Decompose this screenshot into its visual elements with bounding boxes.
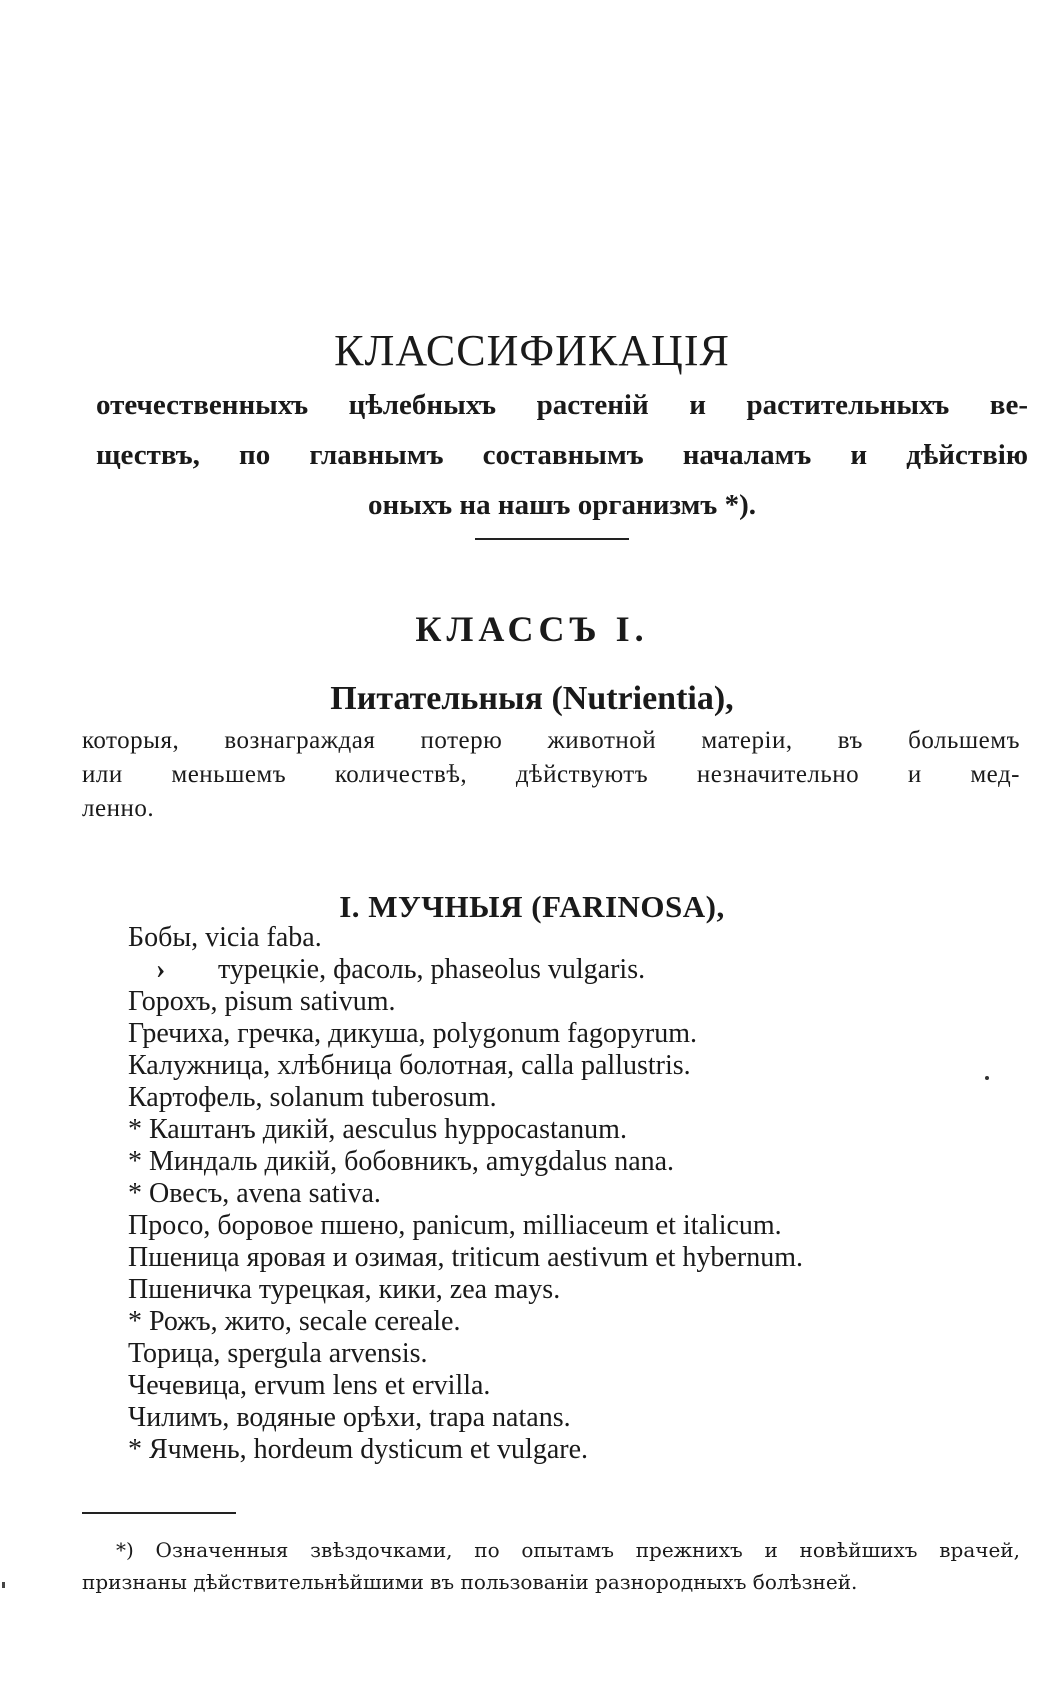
plant-entry-text: * Ячмень, hordeum dysticum et vulgare. bbox=[128, 1434, 589, 1465]
plant-entry bbox=[128, 1050, 1008, 1082]
plant-entry-text: * Каштанъ дикій, aesculus hyppocastanum. bbox=[128, 1114, 627, 1145]
plant-entry-text: Бобы, vicia faba. bbox=[128, 922, 322, 953]
plant-entry bbox=[128, 1306, 1008, 1338]
description-line: которыя, вознаграждая потерю животной матеріи, въ большемъ bbox=[82, 727, 1020, 754]
plant-entry-text: турецкіе, фасоль, phaseolus vulgaris. bbox=[218, 954, 646, 985]
plant-entry bbox=[128, 1370, 1008, 1402]
plant-entry bbox=[128, 1018, 1008, 1050]
class-subheading: Питательныя (Nutrientia), bbox=[330, 680, 734, 717]
plant-entry bbox=[128, 954, 1008, 986]
plant-list bbox=[128, 922, 1008, 1466]
plant-entry bbox=[128, 1402, 1008, 1434]
class-heading: КЛАССЪ I. bbox=[415, 608, 649, 649]
class-description bbox=[82, 724, 1020, 826]
plant-entry bbox=[128, 1274, 1008, 1306]
subtitle-line: ществъ, по главнымъ составнымъ началамъ и дѣйствію bbox=[96, 439, 1028, 471]
plant-entry-text: Гречиха, гречка, дикуша, polygonum fagopyrum. bbox=[128, 1018, 698, 1049]
description-line: ленно. bbox=[82, 795, 155, 822]
plant-entry bbox=[128, 922, 1008, 954]
plant-entry-text: Калужница, хлѣбница болотная, calla pallustris. bbox=[128, 1050, 691, 1081]
plant-entry bbox=[128, 1242, 1008, 1274]
plant-entry bbox=[128, 1338, 1008, 1370]
plant-entry-text: Пшеница яровая и озимая, triticum aestivum et hybernum. bbox=[128, 1242, 803, 1273]
page-subtitle bbox=[96, 380, 1028, 530]
section-divider bbox=[475, 538, 629, 540]
subtitle-line: отечественныхъ цѣлебныхъ растеній и растительныхъ ве- bbox=[96, 389, 1028, 421]
print-speck bbox=[985, 1076, 989, 1080]
footnote bbox=[82, 1534, 1020, 1598]
plant-entry bbox=[128, 1114, 1008, 1146]
ditto-mark: › bbox=[156, 954, 166, 985]
plant-entry-text: * Овесъ, avena sativa. bbox=[128, 1178, 381, 1209]
plant-entry-text: Просо, боровое пшено, panicum, milliaceum et italicum. bbox=[128, 1210, 782, 1241]
plant-entry-text: Пшеничка турецкая, кики, zea mays. bbox=[128, 1274, 561, 1305]
plant-entry-text: * Рожъ, жито, secale cereale. bbox=[128, 1306, 461, 1337]
plant-entry-text: Картофель, solanum tuberosum. bbox=[128, 1082, 497, 1113]
plant-entry bbox=[128, 1434, 1008, 1466]
footnote-divider bbox=[82, 1512, 236, 1514]
page-title: КЛАССИФИКАЦІЯ bbox=[334, 326, 730, 376]
footnote-line: признаны дѣйствительнѣйшими въ пользованіи разнородныхъ болѣзней. bbox=[82, 1570, 858, 1594]
plant-entry bbox=[128, 1210, 1008, 1242]
section-heading: I. МУЧНЫЯ (FARINOSA), bbox=[339, 889, 725, 924]
plant-entry bbox=[128, 1082, 1008, 1114]
description-line: или меньшемъ количествѣ, дѣйствуютъ незначительно и мед- bbox=[82, 761, 1020, 788]
plant-entry-text: Чилимъ, водяные орѣхи, trapa natans. bbox=[128, 1402, 571, 1433]
plant-entry bbox=[128, 1178, 1008, 1210]
plant-entry-text: Чечевица, ervum lens et ervilla. bbox=[128, 1370, 491, 1401]
plant-entry-text: Торица, spergula arvensis. bbox=[128, 1338, 428, 1369]
print-speck bbox=[2, 1582, 5, 1588]
plant-entry-text: Горохъ, pisum sativum. bbox=[128, 986, 396, 1017]
subtitle-line: оныхъ на нашъ организмъ *). bbox=[368, 489, 756, 521]
plant-entry bbox=[128, 986, 1008, 1018]
plant-entry bbox=[128, 1146, 1008, 1178]
plant-entry-text: * Миндаль дикій, бобовникъ, amygdalus nana. bbox=[128, 1146, 675, 1177]
footnote-line: *) Означенныя звѣздочками, по опытамъ прежнихъ и новѣйшихъ врачей, bbox=[116, 1538, 1020, 1562]
